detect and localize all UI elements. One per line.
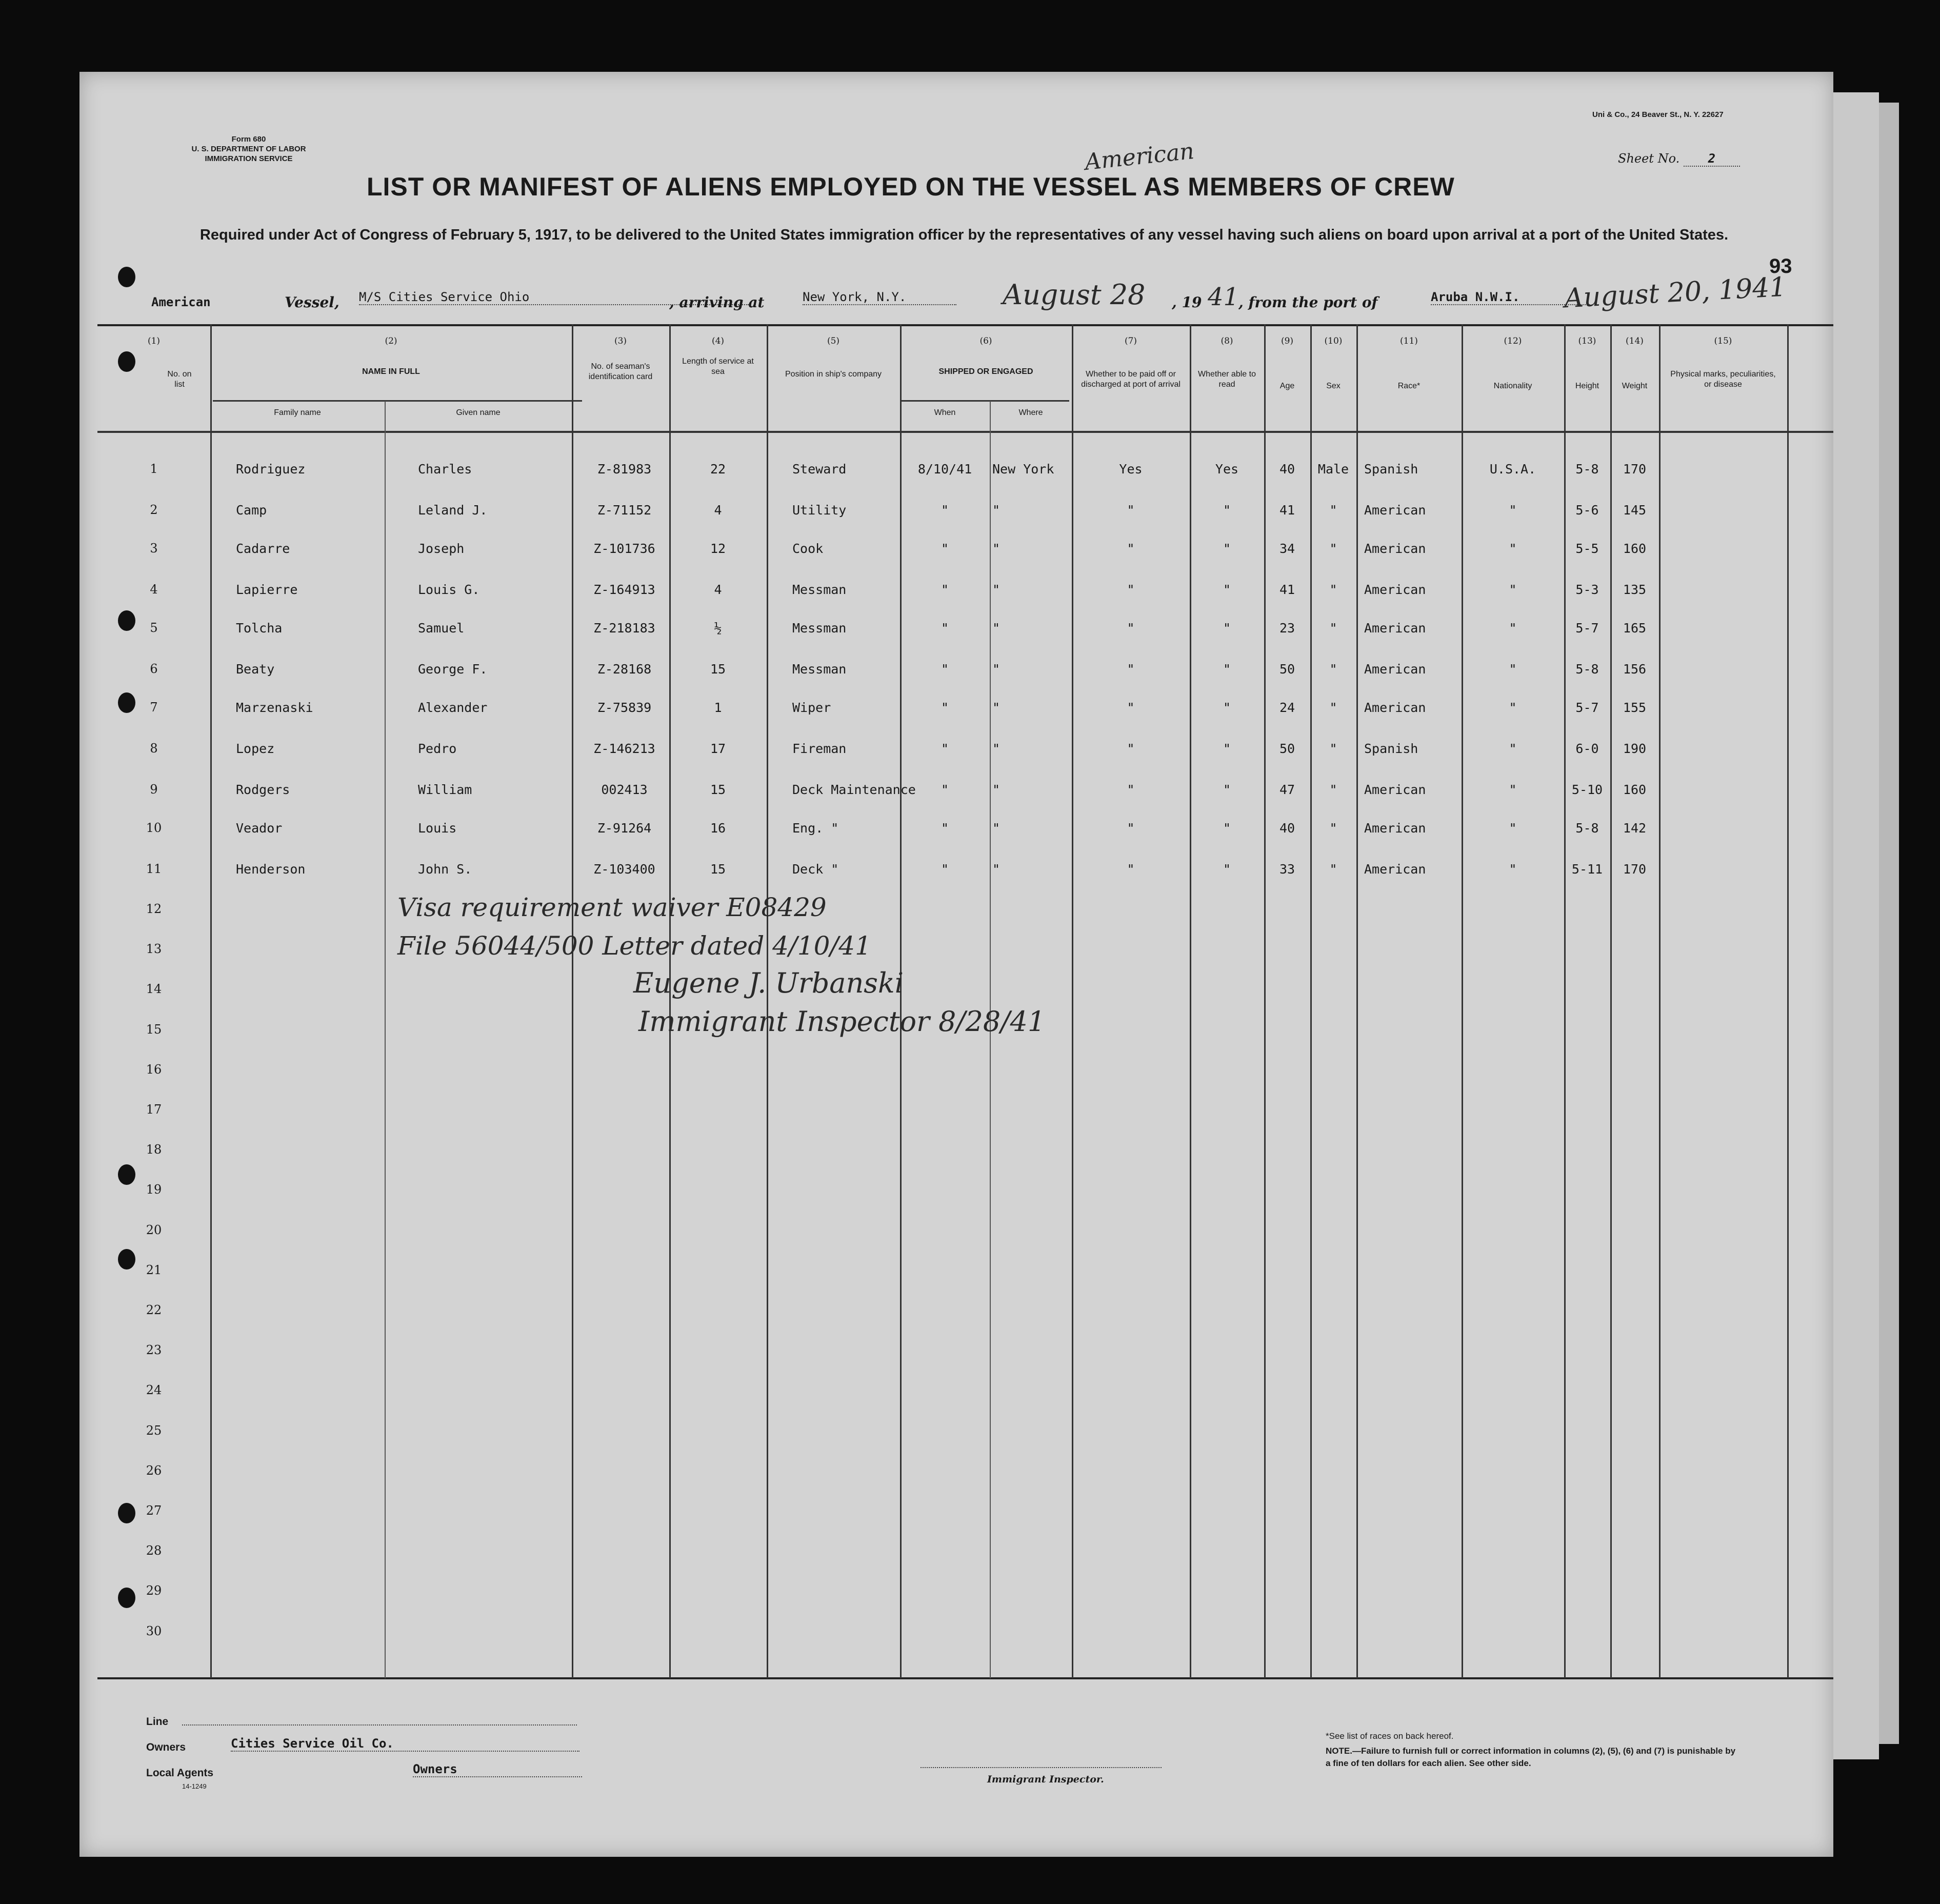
cell-service: ½ (714, 621, 722, 636)
cell-sex: " (1329, 741, 1337, 756)
cell-service: 15 (710, 862, 726, 877)
arriving-port: New York, N.Y. (803, 290, 956, 305)
cell-race: Spanish (1364, 462, 1418, 477)
col-divider (990, 401, 991, 1678)
cell-weight: 142 (1623, 821, 1647, 836)
col-divider (1610, 324, 1612, 1678)
cell-weight: 135 (1623, 582, 1647, 597)
vessel-label: Vessel, (285, 294, 339, 311)
cell-nationality: " (1509, 741, 1517, 756)
cell-read: " (1223, 741, 1231, 756)
shipped-subheader-rule (900, 400, 1069, 402)
form-identifier (172, 134, 326, 164)
cell-position: Messman (792, 582, 847, 597)
cell-no: 5 (150, 621, 158, 635)
cell-given: Louis (418, 821, 457, 836)
col-num-10: (10) (1324, 336, 1343, 346)
cell-height: 5-8 (1575, 462, 1599, 477)
col-divider (1659, 324, 1661, 1678)
col-divider (210, 324, 212, 1678)
col-divider (1356, 324, 1358, 1678)
cell-sex: " (1329, 782, 1337, 797)
cell-no: 8 (150, 741, 158, 756)
cell-sex: " (1329, 862, 1337, 877)
row-number: 22 (146, 1303, 162, 1317)
owners-label: Owners (146, 1741, 186, 1753)
cell-where: " (992, 700, 1001, 715)
table-bottom-rule (97, 1677, 1833, 1679)
cell-where: " (992, 662, 1001, 677)
departure-date-handwritten: August 20, 1941 (1563, 271, 1787, 314)
cell-where: " (992, 862, 1001, 877)
col-divider (767, 324, 768, 1678)
cell-when: " (941, 621, 949, 636)
departure-port: Aruba N.W.I. (1431, 290, 1590, 305)
cell-age: 34 (1279, 541, 1295, 556)
cell-nationality: " (1509, 503, 1517, 518)
page-stamp-number: 93 (1769, 255, 1792, 277)
col-num-11: (11) (1400, 336, 1418, 346)
service-name: IMMIGRATION SERVICE (205, 154, 293, 163)
manifest-sheet (79, 72, 1833, 1857)
cell-read: " (1223, 662, 1231, 677)
cell-weight: 160 (1623, 782, 1647, 797)
cell-no: 1 (150, 462, 158, 476)
cell-where: New York (992, 462, 1054, 477)
cell-race: American (1364, 503, 1426, 518)
cell-family: Cadarre (236, 541, 290, 556)
row-number: 16 (146, 1062, 162, 1077)
cell-service: 1 (714, 700, 722, 715)
cell-service: 4 (714, 582, 722, 597)
row-number: 21 (146, 1263, 162, 1277)
cell-service: 4 (714, 503, 722, 518)
col-num-7: (7) (1124, 336, 1137, 346)
cell-read: " (1223, 503, 1231, 518)
printer-imprint: Uni & Co., 24 Beaver St., N. Y. 22627 (1592, 110, 1724, 119)
cell-card: Z-28168 (597, 662, 652, 677)
cell-when: 8/10/41 (917, 462, 972, 477)
cell-where: " (992, 621, 1001, 636)
cell-age: 40 (1279, 462, 1295, 477)
cell-paid: " (1127, 700, 1135, 715)
cell-no: 4 (150, 582, 158, 597)
col-num-5: (5) (827, 336, 840, 346)
inspector-signature-line (921, 1767, 1162, 1768)
cell-paid: " (1127, 582, 1135, 597)
cell-given: John S. (418, 862, 472, 877)
vessel-line (151, 271, 1792, 321)
cell-position: Wiper (792, 700, 831, 715)
cell-where: " (992, 582, 1001, 597)
year-suffix-handwritten: 41 (1208, 283, 1239, 311)
cell-height: 5-8 (1575, 821, 1599, 836)
cell-sex: " (1329, 541, 1337, 556)
cell-read: " (1223, 700, 1231, 715)
cell-no: 2 (150, 503, 158, 517)
cell-age: 50 (1279, 662, 1295, 677)
row-number: 26 (146, 1463, 162, 1478)
line-label: Line (146, 1716, 169, 1728)
cell-race: American (1364, 621, 1426, 636)
cell-family: Camp (236, 503, 267, 518)
cell-card: Z-146213 (593, 741, 655, 756)
cell-position: Deck Maintenance (792, 782, 916, 797)
cell-age: 41 (1279, 503, 1295, 518)
cell-where: " (992, 503, 1001, 518)
cell-read: " (1223, 582, 1231, 597)
year-prefix: , 19 (1172, 294, 1202, 311)
cell-card: 002413 (601, 782, 648, 797)
cell-sex: " (1329, 582, 1337, 597)
row-number: 29 (146, 1583, 162, 1598)
cell-position: Messman (792, 662, 847, 677)
col-head-paid-off: Whether to be paid off or discharged at port of arrival (1081, 370, 1181, 389)
penalty-note: NOTE.—Failure to furnish full or correct information in columns (2), (5), (6) and (7) is punishable by a fine of ten dollars for each alien. See other side. (1326, 1746, 1736, 1768)
col-divider (1310, 324, 1312, 1678)
col-head-given-name: Given name (456, 408, 501, 417)
cell-when: " (941, 662, 949, 677)
cell-paid: " (1127, 782, 1135, 797)
cell-given: Pedro (418, 741, 457, 756)
cell-weight: 190 (1623, 741, 1647, 756)
cell-paid: " (1127, 503, 1135, 518)
cell-service: 15 (710, 782, 726, 797)
row-number: 19 (146, 1182, 162, 1197)
cell-height: 5-5 (1575, 541, 1599, 556)
cell-weight: 165 (1623, 621, 1647, 636)
cell-weight: 145 (1623, 503, 1647, 518)
row-number: 15 (146, 1022, 162, 1037)
cell-given: William (418, 782, 472, 797)
cell-paid: " (1127, 821, 1135, 836)
col-head-shipped: SHIPPED OR ENGAGED (938, 367, 1033, 376)
cell-weight: 155 (1623, 700, 1647, 715)
col-head-position: Position in ship's company (785, 370, 882, 379)
col-head-seaman-id: No. of seaman's identification card (588, 362, 653, 381)
cell-position: Cook (792, 541, 824, 556)
col-head-nationality: Nationality (1493, 382, 1532, 390)
sheet-number-value: 2 (1684, 151, 1740, 167)
cell-where: " (992, 541, 1001, 556)
col-num-14: (14) (1626, 336, 1644, 346)
cell-given: Alexander (418, 700, 488, 715)
col-num-6: (6) (979, 336, 992, 346)
cell-when: " (941, 582, 949, 597)
col-num-8: (8) (1221, 336, 1233, 346)
inspector-title-date: Immigrant Inspector 8/28/41 (638, 1005, 1046, 1038)
cell-height: 5-11 (1571, 862, 1603, 877)
cell-race: Spanish (1364, 741, 1418, 756)
col-head-race: Race* (1397, 382, 1421, 390)
cell-when: " (941, 541, 949, 556)
cell-where: " (992, 741, 1001, 756)
cell-position: Eng. " (792, 821, 839, 836)
cell-card: Z-101736 (593, 541, 655, 556)
col-divider (1264, 324, 1266, 1678)
cell-no: 10 (146, 821, 162, 835)
cell-nationality: " (1509, 700, 1517, 715)
title-insert-handwritten: American (1083, 137, 1195, 176)
cell-family: Lapierre (236, 582, 298, 597)
cell-read: " (1223, 541, 1231, 556)
sheet-number-label: Sheet No. (1618, 151, 1680, 166)
cell-family: Beaty (236, 662, 275, 677)
cell-read: " (1223, 782, 1231, 797)
cell-card: Z-218183 (593, 621, 655, 636)
cell-service: 17 (710, 741, 726, 756)
owners-value: Cities Service Oil Co. (231, 1736, 579, 1752)
cell-height: 5-7 (1575, 700, 1599, 715)
cell-service: 16 (710, 821, 726, 836)
cell-given: Charles (418, 462, 472, 477)
cell-paid: Yes (1119, 462, 1143, 477)
cell-height: 5-3 (1575, 582, 1599, 597)
cell-age: 41 (1279, 582, 1295, 597)
from-port-label: , from the port of (1238, 294, 1378, 311)
cell-when: " (941, 782, 949, 797)
row-number: 18 (146, 1142, 162, 1157)
cell-where: " (992, 782, 1001, 797)
cell-sex: Male (1317, 462, 1349, 477)
arrival-date-handwritten: August 28 (1003, 279, 1146, 311)
cell-race: American (1364, 582, 1426, 597)
cell-race: American (1364, 862, 1426, 877)
cell-position: Utility (792, 503, 847, 518)
vessel-flag: American (151, 295, 211, 309)
cell-service: 15 (710, 662, 726, 677)
local-agents-label: Local Agents (146, 1767, 214, 1779)
row-number: 28 (146, 1543, 162, 1558)
cell-when: " (941, 700, 949, 715)
cell-weight: 156 (1623, 662, 1647, 677)
cell-no: 3 (150, 541, 158, 556)
cell-height: 5-8 (1575, 662, 1599, 677)
cell-position: Messman (792, 621, 847, 636)
cell-nationality: " (1509, 821, 1517, 836)
col-head-weight: Weight (1622, 382, 1648, 390)
col-num-2: (2) (385, 336, 397, 346)
cell-given: Louis G. (418, 582, 480, 597)
row-number: 13 (146, 942, 162, 956)
races-footnote: *See list of races on back hereof. (1326, 1731, 1454, 1741)
table-top-rule (97, 324, 1833, 326)
cell-family: Marzenaski (236, 700, 313, 715)
col-divider (385, 401, 386, 1678)
col-head-age: Age (1279, 382, 1295, 390)
cell-when: " (941, 821, 949, 836)
cell-given: George F. (418, 662, 488, 677)
cell-read: " (1223, 862, 1231, 877)
cell-nationality: " (1509, 582, 1517, 597)
line-field (182, 1724, 577, 1726)
cell-position: Steward (792, 462, 847, 477)
cell-when: " (941, 503, 949, 518)
col-num-3: (3) (614, 336, 627, 346)
col-head-where: Where (1018, 408, 1043, 417)
col-divider (900, 324, 902, 1678)
cell-family: Rodriguez (236, 462, 306, 477)
cell-family: Henderson (236, 862, 306, 877)
cell-weight: 170 (1623, 462, 1647, 477)
col-num-4: (4) (711, 336, 725, 346)
cell-race: American (1364, 662, 1426, 677)
cell-family: Tolcha (236, 621, 283, 636)
col-divider (669, 324, 671, 1678)
table-header-rule (97, 431, 1833, 433)
col-num-12: (12) (1504, 336, 1522, 346)
cell-given: Samuel (418, 621, 465, 636)
file-letter-note: File 56044/500 Letter dated 4/10/41 (397, 931, 871, 961)
row-number: 12 (146, 902, 162, 916)
cell-card: Z-103400 (593, 862, 655, 877)
cell-weight: 160 (1623, 541, 1647, 556)
col-head-length-service: Length of service at sea (682, 357, 754, 376)
cell-read: " (1223, 621, 1231, 636)
cell-race: American (1364, 782, 1426, 797)
cell-family: Veador (236, 821, 283, 836)
cell-age: 23 (1279, 621, 1295, 636)
cell-card: Z-164913 (593, 582, 655, 597)
cell-sex: " (1329, 662, 1337, 677)
cell-race: American (1364, 700, 1426, 715)
cell-when: " (941, 862, 949, 877)
cell-no: 11 (146, 862, 162, 876)
cell-nationality: " (1509, 782, 1517, 797)
row-number: 25 (146, 1423, 162, 1438)
form-number: Form 680 (231, 135, 266, 144)
cell-age: 47 (1279, 782, 1295, 797)
cell-paid: " (1127, 741, 1135, 756)
row-number: 27 (146, 1503, 162, 1518)
cell-service: 12 (710, 541, 726, 556)
cell-weight: 170 (1623, 862, 1647, 877)
row-number: 24 (146, 1383, 162, 1397)
col-num-1: (1) (147, 336, 161, 346)
cell-nationality: " (1509, 621, 1517, 636)
cell-card: Z-75839 (597, 700, 652, 715)
cell-age: 33 (1279, 862, 1295, 877)
row-number: 17 (146, 1102, 162, 1117)
page-title: LIST OR MANIFEST OF ALIENS EMPLOYED ON THE VESSEL AS MEMBERS OF CREW (367, 172, 1455, 201)
page-subtitle: Required under Act of Congress of February 5, 1917, to be delivered to the United States immigration officer by the representatives of any vessel having such aliens on board upon arrival at a port of the United States. (199, 227, 1729, 243)
cell-age: 50 (1279, 741, 1295, 756)
cell-sex: " (1329, 503, 1337, 518)
row-number: 14 (146, 982, 162, 996)
col-head-when: When (934, 408, 956, 417)
cell-where: " (992, 821, 1001, 836)
col-head-no-on-list: No. on list (167, 370, 192, 389)
cell-when: " (941, 741, 949, 756)
cell-paid: " (1127, 541, 1135, 556)
col-divider (572, 324, 573, 1678)
cell-read: Yes (1215, 462, 1239, 477)
cell-no: 9 (150, 782, 158, 797)
cell-nationality: " (1509, 662, 1517, 677)
local-agents-value: Owners (413, 1762, 582, 1777)
col-head-height: Height (1575, 382, 1599, 390)
cell-race: American (1364, 541, 1426, 556)
col-head-physical-marks: Physical marks, peculiarities, or disease (1670, 370, 1776, 389)
cell-height: 6-0 (1575, 741, 1599, 756)
col-divider (1564, 324, 1566, 1678)
cell-service: 22 (710, 462, 726, 477)
row-number: 30 (146, 1624, 162, 1638)
cell-age: 40 (1279, 821, 1295, 836)
cell-nationality: " (1509, 541, 1517, 556)
cell-read: " (1223, 821, 1231, 836)
row-number: 23 (146, 1343, 162, 1357)
cell-position: Deck " (792, 862, 839, 877)
cell-card: Z-91264 (597, 821, 652, 836)
inspector-signature: Eugene J. Urbanski (633, 967, 904, 999)
col-head-name-in-full: NAME IN FULL (362, 367, 420, 376)
cell-nationality: " (1509, 862, 1517, 877)
row-number: 20 (146, 1223, 162, 1237)
col-head-family-name: Family name (274, 408, 321, 417)
arriving-label: , arriving at (669, 294, 765, 311)
sheet-number-field (1618, 151, 1740, 167)
col-head-able-to-read: Whether able to read (1198, 370, 1256, 389)
col-divider (1190, 324, 1191, 1678)
cell-paid: " (1127, 862, 1135, 877)
cell-height: 5-6 (1575, 503, 1599, 518)
cell-sex: " (1329, 821, 1337, 836)
cell-card: Z-81983 (597, 462, 652, 477)
cell-given: Joseph (418, 541, 465, 556)
department-name: U. S. DEPARTMENT OF LABOR (191, 145, 306, 153)
cell-no: 6 (150, 662, 158, 676)
vessel-name: M/S Cities Service Ohio (359, 290, 749, 305)
cell-height: 5-7 (1575, 621, 1599, 636)
cell-race: American (1364, 821, 1426, 836)
cell-sex: " (1329, 621, 1337, 636)
col-num-9: (9) (1281, 336, 1294, 346)
cell-nationality: U.S.A. (1489, 462, 1536, 477)
col-divider (1462, 324, 1463, 1678)
cell-no: 7 (150, 700, 158, 715)
cell-position: Fireman (792, 741, 847, 756)
cell-paid: " (1127, 662, 1135, 677)
col-num-15: (15) (1714, 336, 1732, 346)
col-head-sex: Sex (1326, 382, 1341, 390)
visa-waiver-note: Visa requirement waiver E08429 (397, 893, 827, 922)
cell-family: Lopez (236, 741, 275, 756)
cell-card: Z-71152 (597, 503, 652, 518)
immigrant-inspector-label: Immigrant Inspector. (987, 1774, 1104, 1785)
col-divider (1787, 324, 1789, 1678)
cell-height: 5-10 (1571, 782, 1603, 797)
form-print-code: 14-1249 (182, 1782, 207, 1790)
cell-family: Rodgers (236, 782, 290, 797)
name-subheader-rule (213, 400, 582, 402)
col-divider (1072, 324, 1073, 1678)
cell-paid: " (1127, 621, 1135, 636)
cell-age: 24 (1279, 700, 1295, 715)
cell-given: Leland J. (418, 503, 488, 518)
cell-sex: " (1329, 700, 1337, 715)
col-num-13: (13) (1578, 336, 1596, 346)
